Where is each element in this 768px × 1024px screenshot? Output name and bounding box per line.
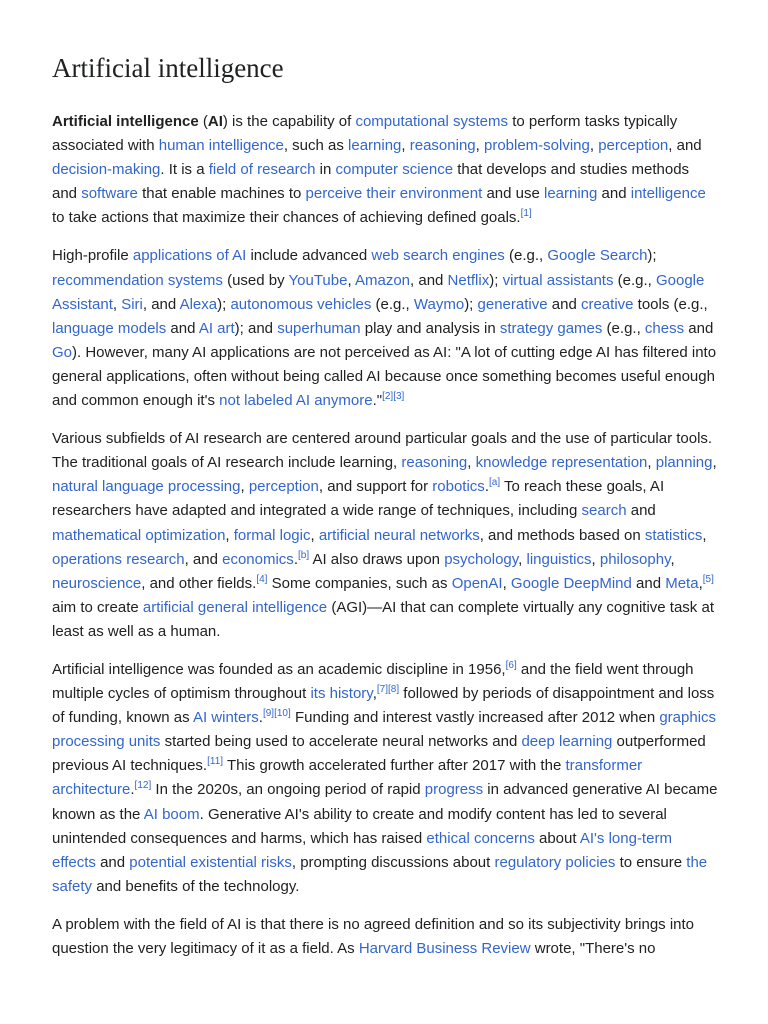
article-link[interactable]: robotics (432, 478, 485, 496)
article-body (52, 110, 718, 961)
article-link[interactable]: graphics processing units (52, 709, 717, 751)
paragraph-text: tools (e.g., (633, 295, 708, 313)
article-link[interactable]: artificial neural networks (318, 526, 480, 544)
article-link[interactable]: ethical concerns (426, 829, 535, 847)
article-link[interactable]: Go (52, 343, 73, 361)
paragraph-text: . Generative AI's ability to create and modify content has led to several unintended consequences and harms, which has raised (52, 805, 667, 847)
paragraph-text: Various subfields of AI research are centered around particular goals and the use of particular tools. The traditional goals of AI research include learning, (52, 430, 713, 472)
citation-superscript (135, 780, 152, 791)
citation-superscript (207, 756, 223, 767)
paragraph-text: , prompting discussions about (291, 853, 495, 871)
paragraph-text: ( (198, 113, 208, 130)
citation-link[interactable]: [a] (488, 477, 501, 489)
paragraph-text: followed by periods of disappointment and loss of funding, known as (52, 685, 715, 727)
article-link[interactable]: field of research (208, 161, 316, 179)
paragraph-text: , (698, 574, 703, 592)
article-link[interactable]: problem-solving (483, 137, 590, 155)
paragraph-text: (used by (222, 271, 289, 289)
article-link[interactable]: reasoning (409, 137, 476, 155)
article-link[interactable]: Harvard Business Review (358, 940, 531, 957)
paragraph-text: High-profile (52, 247, 133, 265)
paragraph-text: and the field went through multiple cycles of optimism throughout (52, 660, 694, 703)
article-link[interactable]: Amazon (354, 271, 411, 289)
paragraph-text: ." (372, 392, 383, 410)
paragraph-text: , (702, 526, 707, 544)
paragraph-text: that develops and studies methods and (52, 161, 690, 203)
paragraph-text: , and other fields. (141, 574, 257, 592)
bold-term: Artificial intelligence (52, 113, 199, 130)
article-link[interactable]: neuroscience (52, 574, 142, 592)
paragraph-text: and (547, 295, 581, 313)
paragraph-text: . (130, 781, 135, 799)
paragraph-text: aim to create (52, 598, 143, 616)
citation-superscript (489, 477, 500, 488)
citation-link[interactable]: [2][3] (382, 391, 405, 403)
article-link[interactable]: operations research (52, 550, 185, 568)
article-link[interactable]: knowledge representation (475, 454, 648, 472)
citation-superscript (521, 208, 532, 219)
citation-superscript (506, 660, 517, 671)
article-paragraph (52, 658, 718, 899)
article-link[interactable]: progress (424, 781, 484, 799)
article-link[interactable]: natural language processing (52, 478, 241, 496)
article-link[interactable]: linguistics (526, 550, 592, 568)
paragraph-text: wrote, "There's no (530, 940, 656, 957)
paragraph-text: and (626, 502, 656, 520)
paragraph-text: , (372, 685, 377, 703)
citation-link[interactable]: [6] (505, 659, 517, 671)
article-link[interactable]: superhuman (277, 319, 361, 337)
article-link[interactable]: Waymo (413, 295, 465, 313)
article-link[interactable]: transformer architecture (52, 757, 643, 799)
paragraph-text: (e.g., (504, 247, 548, 265)
article-link[interactable]: computer science (335, 161, 454, 179)
article-link[interactable]: applications of AI (132, 247, 247, 265)
citation-link[interactable]: [b] (297, 549, 310, 561)
article-link[interactable]: Siri (121, 295, 143, 313)
paragraph-text: , (240, 478, 249, 496)
citation-superscript (382, 391, 404, 402)
article-link[interactable]: not labeled AI anymore (219, 392, 373, 410)
paragraph-text: , such as (283, 137, 349, 155)
article-link[interactable]: learning (544, 185, 598, 203)
paragraph-text: that enable machines to (137, 185, 306, 203)
article-link[interactable]: the safety (52, 853, 708, 895)
article-paragraph (52, 913, 718, 961)
citation-superscript (703, 574, 714, 585)
article-link[interactable]: AI's long-term effects (52, 829, 672, 871)
paragraph-text: . It is a (160, 161, 209, 179)
article-link[interactable]: its history (310, 685, 373, 703)
article-link[interactable]: reasoning (401, 454, 468, 472)
article-link[interactable]: economics (222, 550, 294, 568)
article-link[interactable]: psychology (444, 550, 519, 568)
article-link[interactable]: strategy games (499, 319, 603, 337)
article-paragraph (52, 244, 718, 413)
citation-superscript (377, 684, 399, 695)
paragraph-text: ). However, many AI applications are not perceived as AI: "A lot of cutting edge AI has filtered into general applications, often without being called AI because once something becomes useful enough and common enough it's (52, 343, 717, 410)
article-paragraph (52, 110, 718, 230)
paragraph-text: , (112, 295, 122, 313)
paragraph-text: . (258, 709, 263, 727)
paragraph-text: , (401, 137, 410, 155)
paragraph-text: , (589, 137, 599, 155)
article-link[interactable]: Netflix (447, 271, 490, 289)
article-link[interactable]: human intelligence (158, 137, 284, 155)
paragraph-text: about (534, 829, 580, 847)
paragraph-text: , and (142, 295, 180, 313)
paragraph-text: , (225, 526, 234, 544)
article-link[interactable]: learning (348, 137, 402, 155)
paragraph-text: (e.g., (371, 295, 414, 313)
paragraph-text: . (293, 550, 298, 568)
paragraph-text: AI also draws upon (309, 550, 445, 568)
article-link[interactable]: Meta (665, 574, 699, 592)
paragraph-text: , and methods based on (479, 526, 645, 544)
citation-link[interactable]: [7][8] (376, 684, 400, 696)
article-link[interactable]: Alexa (179, 295, 218, 313)
article-link[interactable]: philosophy (599, 550, 671, 568)
article-link[interactable]: intelligence (630, 185, 706, 203)
citation-superscript (298, 550, 309, 561)
paragraph-text: , and (410, 271, 448, 289)
article-link[interactable]: Google DeepMind (510, 574, 632, 592)
article-link[interactable]: perception (598, 137, 669, 155)
paragraph-text: , (712, 454, 717, 472)
article-link[interactable]: perception (248, 478, 319, 496)
article-link[interactable]: regulatory policies (494, 853, 616, 871)
article-link[interactable]: Google Search (547, 247, 648, 265)
paragraph-text: ) is the capability of (222, 113, 356, 130)
paragraph-text: , (310, 526, 319, 544)
article-link[interactable]: language models (52, 319, 167, 337)
citation-link[interactable]: [4] (256, 573, 268, 585)
paragraph-text: and (631, 574, 666, 592)
article-link[interactable]: AI art (198, 319, 235, 337)
citation-link[interactable]: [9][10] (262, 708, 291, 720)
paragraph-text: , (518, 550, 527, 568)
paragraph-text: and use (482, 185, 544, 203)
paragraph-text: and (597, 185, 631, 203)
paragraph-text: Some companies, such as (267, 574, 452, 592)
paragraph-text: started being used to accelerate neural networks and (160, 733, 522, 751)
article-link[interactable]: software (81, 185, 138, 203)
article-link[interactable]: formal logic (233, 526, 311, 544)
paragraph-text: and (684, 319, 714, 337)
article-link[interactable]: recommendation systems (52, 271, 223, 289)
article-link[interactable]: potential existential risks (129, 853, 292, 871)
citation-superscript (256, 574, 267, 585)
paragraph-text: and benefits of the technology. (92, 877, 300, 895)
paragraph-text: , (347, 271, 355, 289)
paragraph-text: Funding and interest vastly increased after 2012 when (290, 709, 660, 727)
paragraph-text: , (475, 137, 484, 155)
paragraph-text: , (647, 454, 656, 472)
article-link[interactable]: OpenAI (451, 574, 503, 592)
paragraph-text: , (502, 574, 511, 592)
paragraph-text: (e.g., (613, 271, 656, 289)
paragraph-text: To reach these goals, AI researchers have adapted and integrated a wide range of techniques, including (52, 478, 665, 520)
paragraph-text: and (95, 853, 130, 871)
article-link[interactable]: chess (644, 319, 685, 337)
paragraph-text: , (591, 550, 600, 568)
paragraph-text: ); (217, 295, 231, 313)
article-link[interactable]: mathematical optimization (52, 526, 226, 544)
article-link[interactable]: decision-making (52, 161, 161, 179)
paragraph-text: In the 2020s, an ongoing period of rapid (151, 781, 425, 799)
article-paragraph (52, 427, 718, 644)
paragraph-text: ); and (234, 319, 278, 337)
article-link[interactable]: computational systems (355, 113, 509, 130)
citation-link[interactable]: [5] (702, 573, 714, 585)
article-link[interactable]: statistics (644, 526, 703, 544)
paragraph-text: outperformed previous AI techniques. (52, 733, 706, 775)
article-link[interactable]: perceive their environment (305, 185, 483, 203)
article-link[interactable]: virtual assistants (502, 271, 614, 289)
paragraph-text: . (484, 478, 489, 496)
paragraph-text: , (670, 550, 675, 568)
article-content (52, 50, 718, 975)
paragraph-text: ); (464, 295, 478, 313)
paragraph-text: , and (184, 550, 223, 568)
page-title: Artificial intelligence (52, 53, 284, 83)
paragraph-text: ); (647, 247, 657, 265)
article-link[interactable]: planning (655, 454, 713, 472)
paragraph-text: , (467, 454, 476, 472)
paragraph-text: and (166, 319, 199, 337)
article-link[interactable]: Google Assistant (52, 271, 705, 313)
paragraph-text: in advanced generative AI became known as the (52, 781, 718, 823)
article-link[interactable]: autonomous vehicles (230, 295, 372, 313)
paragraph-text: (AGI)—AI that can complete virtually any cognitive task at least as well as a human. (52, 598, 714, 640)
paragraph-text: in (315, 161, 336, 179)
paragraph-text: Artificial intelligence was founded as an academic discipline in 1956, (52, 660, 506, 678)
paragraph-text: to perform tasks typically associated with (52, 113, 678, 155)
article-link[interactable]: deep learning (521, 733, 613, 751)
paragraph-text: to ensure (615, 853, 687, 871)
paragraph-text: A problem with the field of AI is that there is no agreed definition and so its subjectivity brings into question the very legitimacy of it as a field. As (52, 915, 695, 957)
citation-link[interactable]: [1] (520, 208, 532, 220)
article-link[interactable]: creative (580, 295, 634, 313)
citation-link[interactable]: [11] (207, 756, 224, 768)
paragraph-text: , and (668, 137, 702, 155)
paragraph-text: This growth accelerated further after 2017 with the (223, 757, 566, 775)
paragraph-text: play and analysis in (360, 319, 500, 337)
article-link[interactable]: web search engines (371, 247, 505, 265)
paragraph-text: to take actions that maximize their chances of achieving defined goals. (52, 209, 521, 227)
paragraph-text: ); (489, 271, 503, 289)
paragraph-text: , and support for (318, 478, 433, 496)
article-link[interactable]: AI boom (143, 805, 200, 823)
paragraph-text: include advanced (246, 247, 372, 265)
article-link[interactable]: artificial general intelligence (142, 598, 328, 616)
citation-link[interactable]: [12] (134, 780, 152, 792)
citation-superscript (263, 708, 291, 719)
bold-term: AI (207, 113, 223, 130)
article-link[interactable]: generative (477, 295, 548, 313)
article-link[interactable]: search (581, 502, 627, 520)
article-link[interactable]: AI winters (192, 709, 259, 727)
paragraph-text: (e.g., (602, 319, 645, 337)
article-link[interactable]: YouTube (288, 271, 348, 289)
